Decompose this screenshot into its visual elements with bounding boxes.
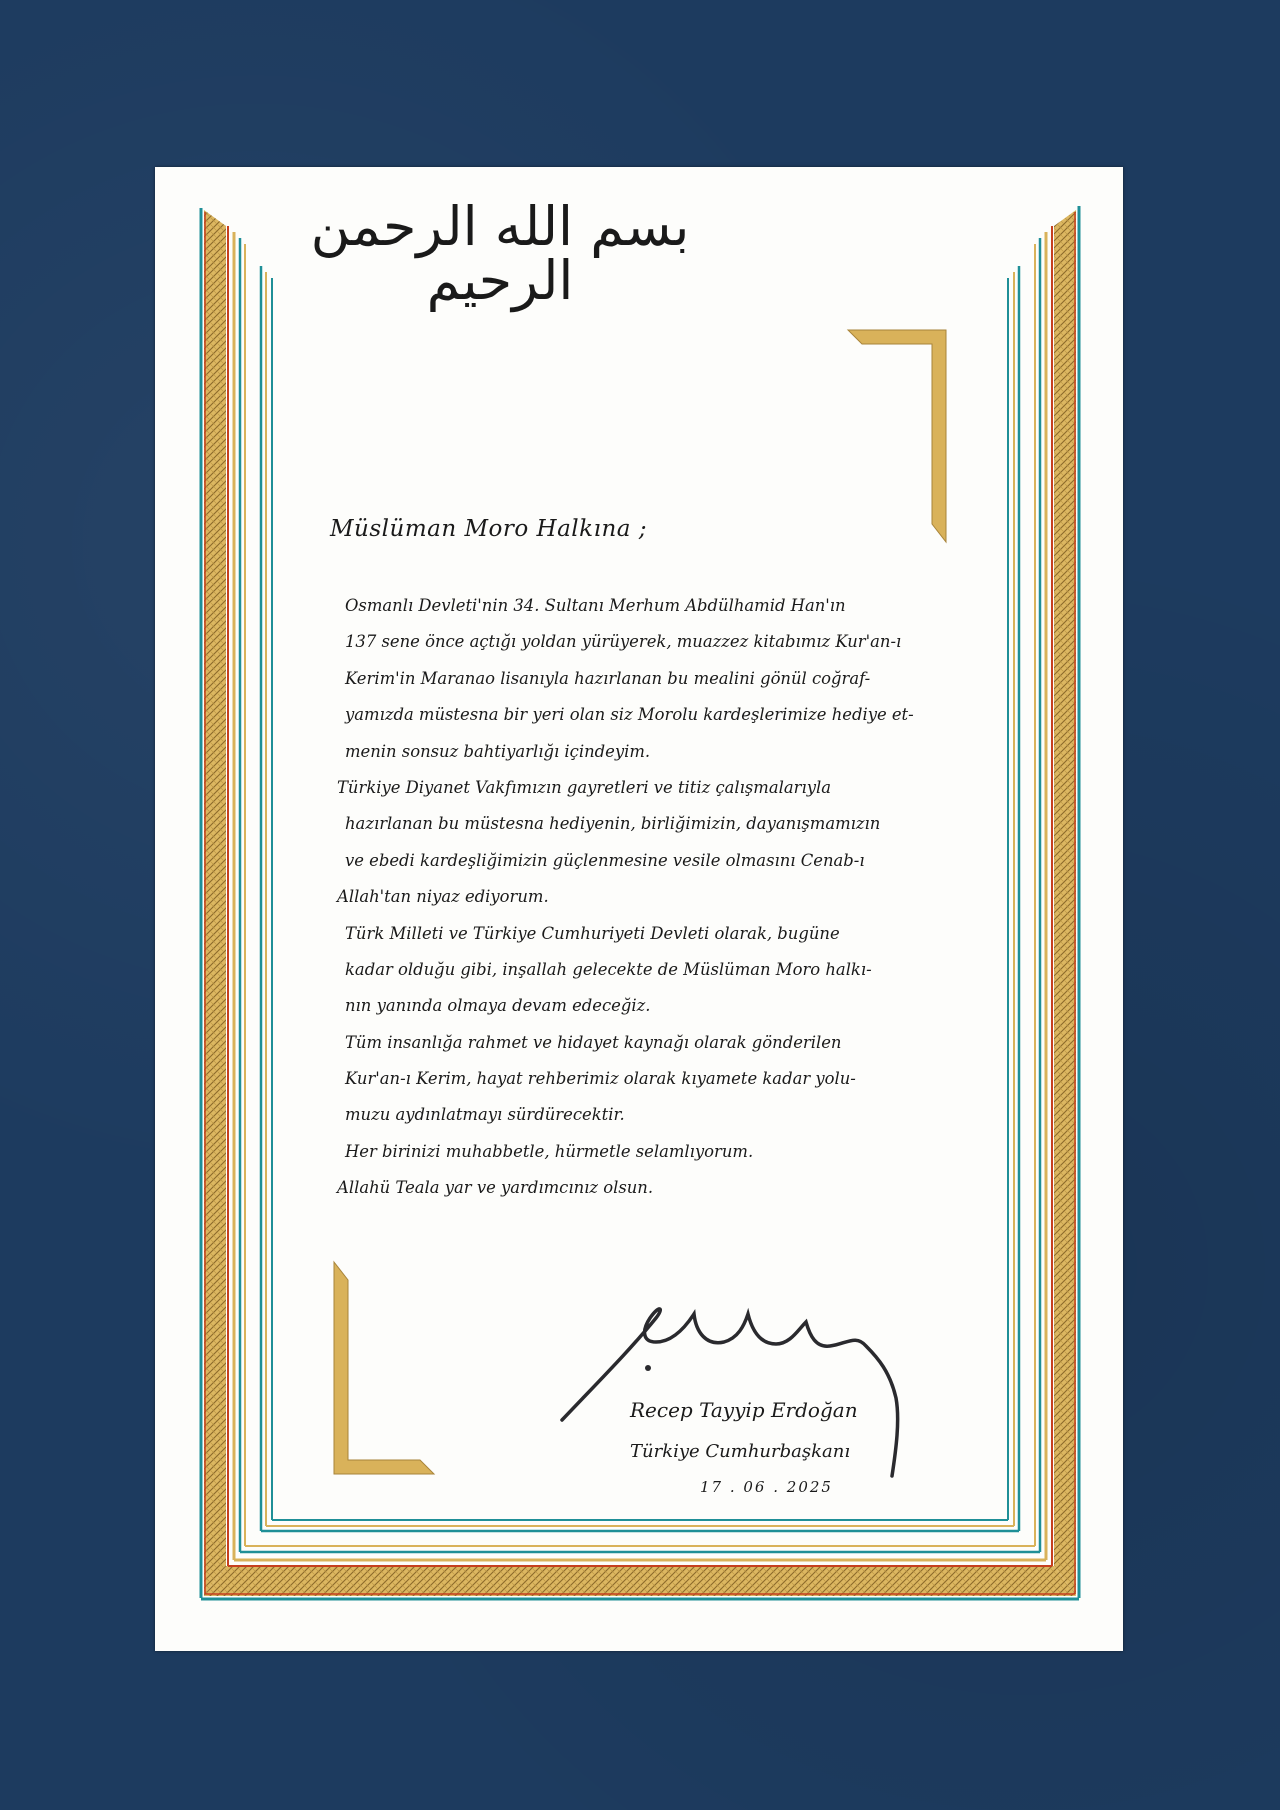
corner-ornament-top-right [848,330,946,542]
signatory-title: Türkiye Cumhurbaşkanı [630,1441,851,1462]
letter-body [337,588,965,1207]
body-line: nın yanında olmaya devam edeceğiz. [345,996,651,1016]
body-line: menin sonsuz bahtiyarlığı içindeyim. [345,741,651,761]
signatory-name: Recep Tayyip Erdoğan [630,1398,858,1422]
letter-date: 17 . 06 . 2025 [700,1478,833,1496]
right-border [1008,206,1079,1598]
body-line: 137 sene önce açtığı yoldan yürüyerek, muazzez kitabımız Kur'an-ı [345,632,902,652]
body-line: Kur'an-ı Kerim, hayat rehberimiz olarak kıyamete kadar yolu- [345,1069,856,1089]
body-line: Türk Milleti ve Türkiye Cumhuriyeti Devleti olarak, bugüne [345,923,840,943]
body-line: Kerim'in Maranao lisanıyla hazırlanan bu mealini gönül coğraf- [345,668,871,688]
body-line: Türkiye Diyanet Vakfımızın gayretleri ve titiz çalışmalarıyla [337,777,831,797]
body-line: Allahü Teala yar ve yardımcınız olsun. [337,1178,654,1198]
basmala-heading: بسم الله الرحمن الرحيم [310,195,690,312]
corner-ornament-bottom-left [334,1262,434,1474]
body-line: Her birinizi muhabbetle, hürmetle selamlıyorum. [345,1141,754,1161]
body-line: Allah'tan niyaz ediyorum. [337,887,549,907]
body-line: Tüm insanlığa rahmet ve hidayet kaynağı olarak gönderilen [345,1032,842,1052]
bottom-border [201,1520,1079,1599]
body-line: ve ebedi kardeşliğimizin güçlenmesine vesile olmasını Cenab-ı [345,850,865,870]
body-line: kadar olduğu gibi, inşallah gelecekte de Müslüman Moro halkı- [345,959,872,979]
body-line: yamızda müstesna bir yeri olan siz Morolu kardeşlerimize hediye et- [345,705,914,725]
body-line: Osmanlı Devleti'nin 34. Sultanı Merhum Abdülhamid Han'ın [345,596,846,615]
salutation: Müslüman Moro Halkına ; [330,516,648,542]
body-line: muzu aydınlatmayı sürdürecektir. [345,1105,625,1125]
body-line: hazırlanan bu müstesna hediyenin, birliğimizin, dayanışmamızın [345,814,881,834]
left-border [201,208,272,1598]
